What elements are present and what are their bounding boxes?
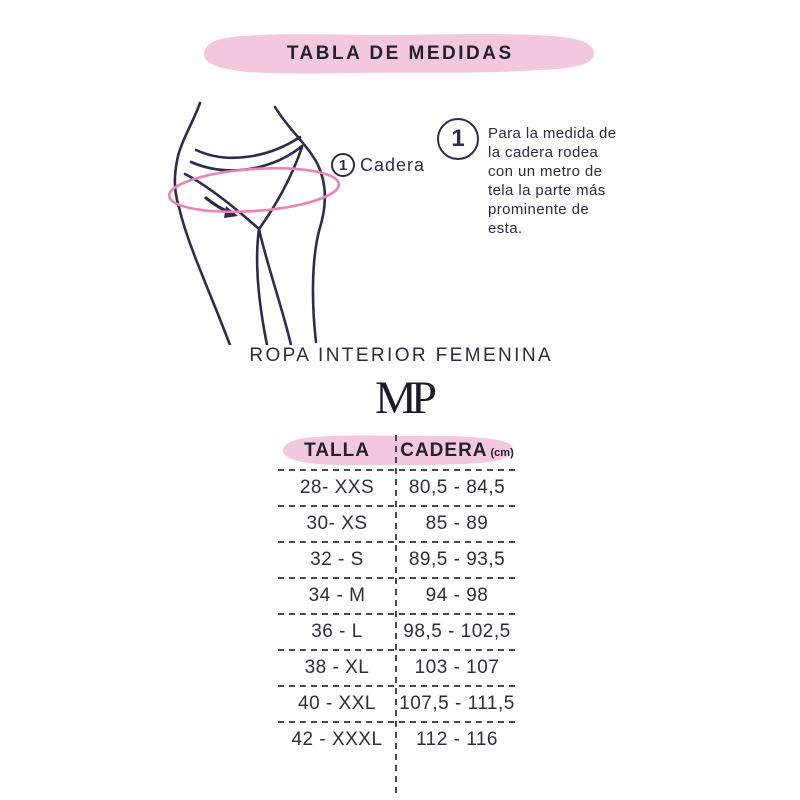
body-left-outline [175,103,230,345]
hip-cell: 103 - 107 [414,657,500,678]
hip-cell: 80,5 - 84,5 [408,477,506,498]
column-header-cadera-text: CADERA [400,440,488,461]
size-cell: 30- XS [306,513,368,534]
hip-cell: 107,5 - 111,5 [399,693,515,714]
table-header [278,433,518,469]
column-header-cadera [396,433,518,469]
table-row [278,507,518,541]
table-row [278,651,518,685]
table-row [278,687,518,721]
size-table [278,433,518,757]
hip-measure-ellipse [168,163,341,217]
instruction-text: Para la medida de la cadera rodea con un metro de tela la parte más prominente de esta. [488,125,617,237]
size-cell: 34 - M [308,585,366,606]
circled-1-instruction-badge: 1 [437,118,479,160]
hip-marker-label: Cadera [360,154,426,175]
circled-1-badge: 1 [331,153,355,177]
brand-logo: MP [375,372,431,424]
size-cell: 32 - S [310,549,364,570]
hip-cell: 94 - 98 [425,585,489,606]
size-cell: 38 - XL [304,657,370,678]
table-row [278,543,518,577]
hip-cell: 112 - 116 [416,729,498,750]
column-header-talla: TALLA [304,440,370,461]
column-divider-dashed [395,435,397,793]
table-body [278,469,518,757]
table-row [278,615,518,649]
table-row [278,579,518,613]
size-cell: 42 - XXXL [291,729,383,750]
hip-cell: 98,5 - 102,5 [403,621,511,642]
column-header-unit: (cm) [490,447,514,459]
panty-left-edge [185,174,259,229]
waistband-top [196,137,300,158]
size-cell: 28- XXS [299,477,375,498]
title-banner [200,32,598,76]
section-heading: ROPA INTERIOR FEMENINA [249,345,554,366]
table-row [278,723,518,757]
hip-cell: 89,5 - 93,5 [408,549,506,570]
size-cell: 40 - XXL [298,693,376,714]
body-right-outline [275,107,325,342]
table-row [278,471,518,505]
size-cell: 36 - L [311,621,363,642]
hips-line-drawing [140,95,430,345]
page-title: TABLA DE MEDIDAS [286,43,514,64]
hip-cell: 85 - 89 [425,513,489,534]
hip-marker [331,153,425,177]
